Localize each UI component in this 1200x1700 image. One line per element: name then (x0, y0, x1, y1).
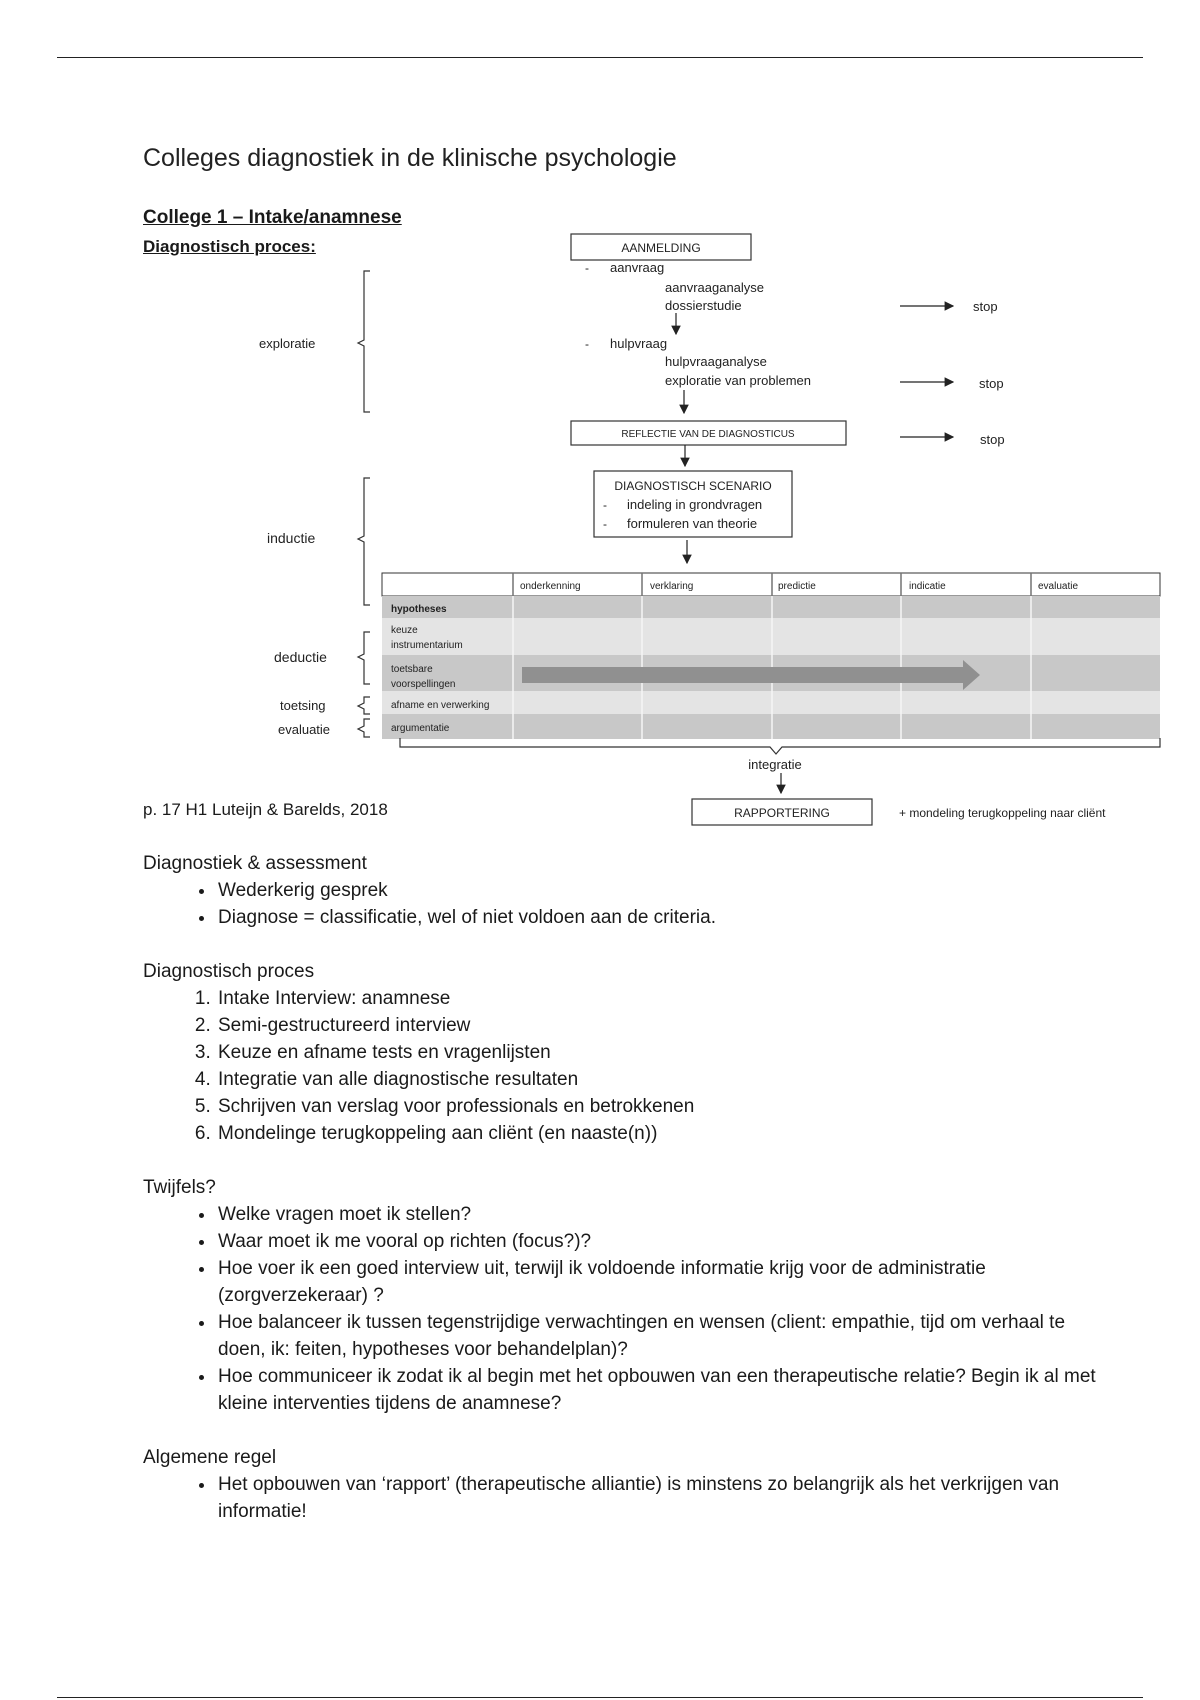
list-item: • Het opbouwen van ‘rapport’ (therapeutische alliantie) is minstens zo belangrijk als het verkrijgen van informatie! (216, 1471, 1103, 1525)
process-subheading: Diagnostisch proces: (143, 237, 316, 256)
list-item: 1. Intake Interview: anamnese (216, 985, 1103, 1012)
integratie-brace (400, 738, 1160, 754)
document-title: Colleges diagnostiek in de klinische psychologie (143, 144, 677, 172)
phase-deductie: deductie (274, 649, 327, 665)
stop-label-3: stop (980, 432, 1005, 447)
col-predictie: predictie (778, 581, 816, 592)
scenario-title: DIAGNOSTISCH SCENARIO (614, 479, 772, 493)
aanvraag-label: aanvraag (610, 260, 665, 275)
hulpvraag-dash: - (585, 337, 589, 351)
numbered-list (143, 985, 1103, 1147)
section-title: Algemene regel (143, 1447, 277, 1468)
scenario-dash-2: - (603, 517, 607, 531)
row-afname: afname en verwerking (391, 700, 490, 711)
reflectie-label: REFLECTIE VAN DE DIAGNOSTICUS (621, 429, 795, 440)
bullet-list (143, 1201, 1103, 1417)
inductie-bracket (358, 478, 370, 605)
mondeling-label: + mondeling terugkoppeling naar cliënt (899, 806, 1106, 820)
hulpvraag-label: hulpvraag (610, 336, 668, 351)
toetsing-bracket (358, 697, 370, 714)
phase-exploratie: exploratie (259, 336, 316, 351)
row-hypotheses: hypotheses (391, 604, 447, 615)
stop-label-2: stop (979, 376, 1004, 391)
row-keuze-2: instrumentarium (391, 640, 463, 651)
section-assessment (143, 850, 1103, 931)
phase-evaluatie: evaluatie (278, 722, 331, 737)
bullet-list (143, 877, 1103, 931)
row-keuze-1: keuze (391, 625, 418, 636)
college-heading: College 1 – Intake/anamnese (143, 207, 402, 228)
phase-toetsing: toetsing (280, 698, 326, 713)
evaluatie-bracket (358, 719, 370, 737)
section-title: Diagnostiek & assessment (143, 853, 367, 874)
row-toetsbare-1: toetsbare (391, 664, 433, 675)
list-item: • Wederkerig gesprek (216, 877, 1103, 904)
row-toetsbare-2: voorspellingen (391, 679, 456, 690)
list-item: • Waar moet ik me vooral op richten (focus?)? (216, 1228, 1103, 1255)
rapportering-label: RAPPORTERING (734, 806, 830, 820)
exploratie-bracket (358, 271, 370, 412)
hulpvraaganalyse-label: hulpvraaganalyse (665, 354, 767, 369)
list-item: 4. Integratie van alle diagnostische resultaten (216, 1066, 1103, 1093)
diagnostic-process-diagram (0, 0, 1200, 830)
list-item: 6. Mondelinge terugkoppeling aan cliënt (en naaste(n)) (216, 1120, 1103, 1147)
bullet-list (143, 1471, 1103, 1525)
scenario-item-1: indeling in grondvragen (627, 497, 763, 512)
dossierstudie-label: dossierstudie (665, 298, 742, 313)
list-item: 2. Semi-gestructureerd interview (216, 1012, 1103, 1039)
aanmelding-label: AANMELDING (621, 241, 701, 255)
bottom-rule (57, 1697, 1143, 1698)
list-item: • Diagnose = classificatie, wel of niet voldoen aan de criteria. (216, 904, 1103, 931)
row-argumentatie: argumentatie (391, 723, 450, 734)
section-title: Diagnostisch proces (143, 961, 315, 982)
section-proces (143, 958, 1103, 1147)
aanvraag-dash: - (585, 261, 589, 275)
stop-label-1: stop (973, 299, 998, 314)
exploratie-problemen-label: exploratie van problemen (665, 373, 811, 388)
scenario-item-2: formuleren van theorie (627, 516, 758, 531)
deductie-bracket (358, 632, 370, 684)
col-evaluatie: evaluatie (1038, 581, 1079, 592)
col-onderkenning: onderkenning (520, 581, 581, 592)
section-twijfels (143, 1174, 1103, 1417)
phase-inductie: inductie (267, 530, 316, 546)
list-item: • Hoe balanceer ik tussen tegenstrijdige verwachtingen en wensen (client: empathie, tijd om verhaal te doen, ik: feiten, hypotheses voor behandelplan)? (216, 1309, 1103, 1363)
col-indicatie: indicatie (909, 581, 946, 592)
list-item: • Welke vragen moet ik stellen? (216, 1201, 1103, 1228)
integratie-label: integratie (748, 757, 802, 772)
aanvraaganalyse-label: aanvraaganalyse (665, 280, 765, 295)
list-item: 3. Keuze en afname tests en vragenlijsten (216, 1039, 1103, 1066)
list-item: • Hoe communiceer ik zodat ik al begin met het opbouwen van een therapeutische relatie? Begin ik al met kleine interventies tijdens de anamnese? (216, 1363, 1103, 1417)
section-regel (143, 1444, 1103, 1525)
scenario-dash-1: - (603, 498, 607, 512)
list-item: • Hoe voer ik een goed interview uit, terwijl ik voldoende informatie krijg voor de administratie (zorgverzekeraar) ? (216, 1255, 1103, 1309)
col-verklaring: verklaring (650, 581, 694, 592)
process-table (382, 573, 1160, 739)
section-title: Twijfels? (143, 1177, 216, 1198)
source-caption: p. 17 H1 Luteijn & Barelds, 2018 (143, 800, 388, 819)
list-item: 5. Schrijven van verslag voor professionals en betrokkenen (216, 1093, 1103, 1120)
